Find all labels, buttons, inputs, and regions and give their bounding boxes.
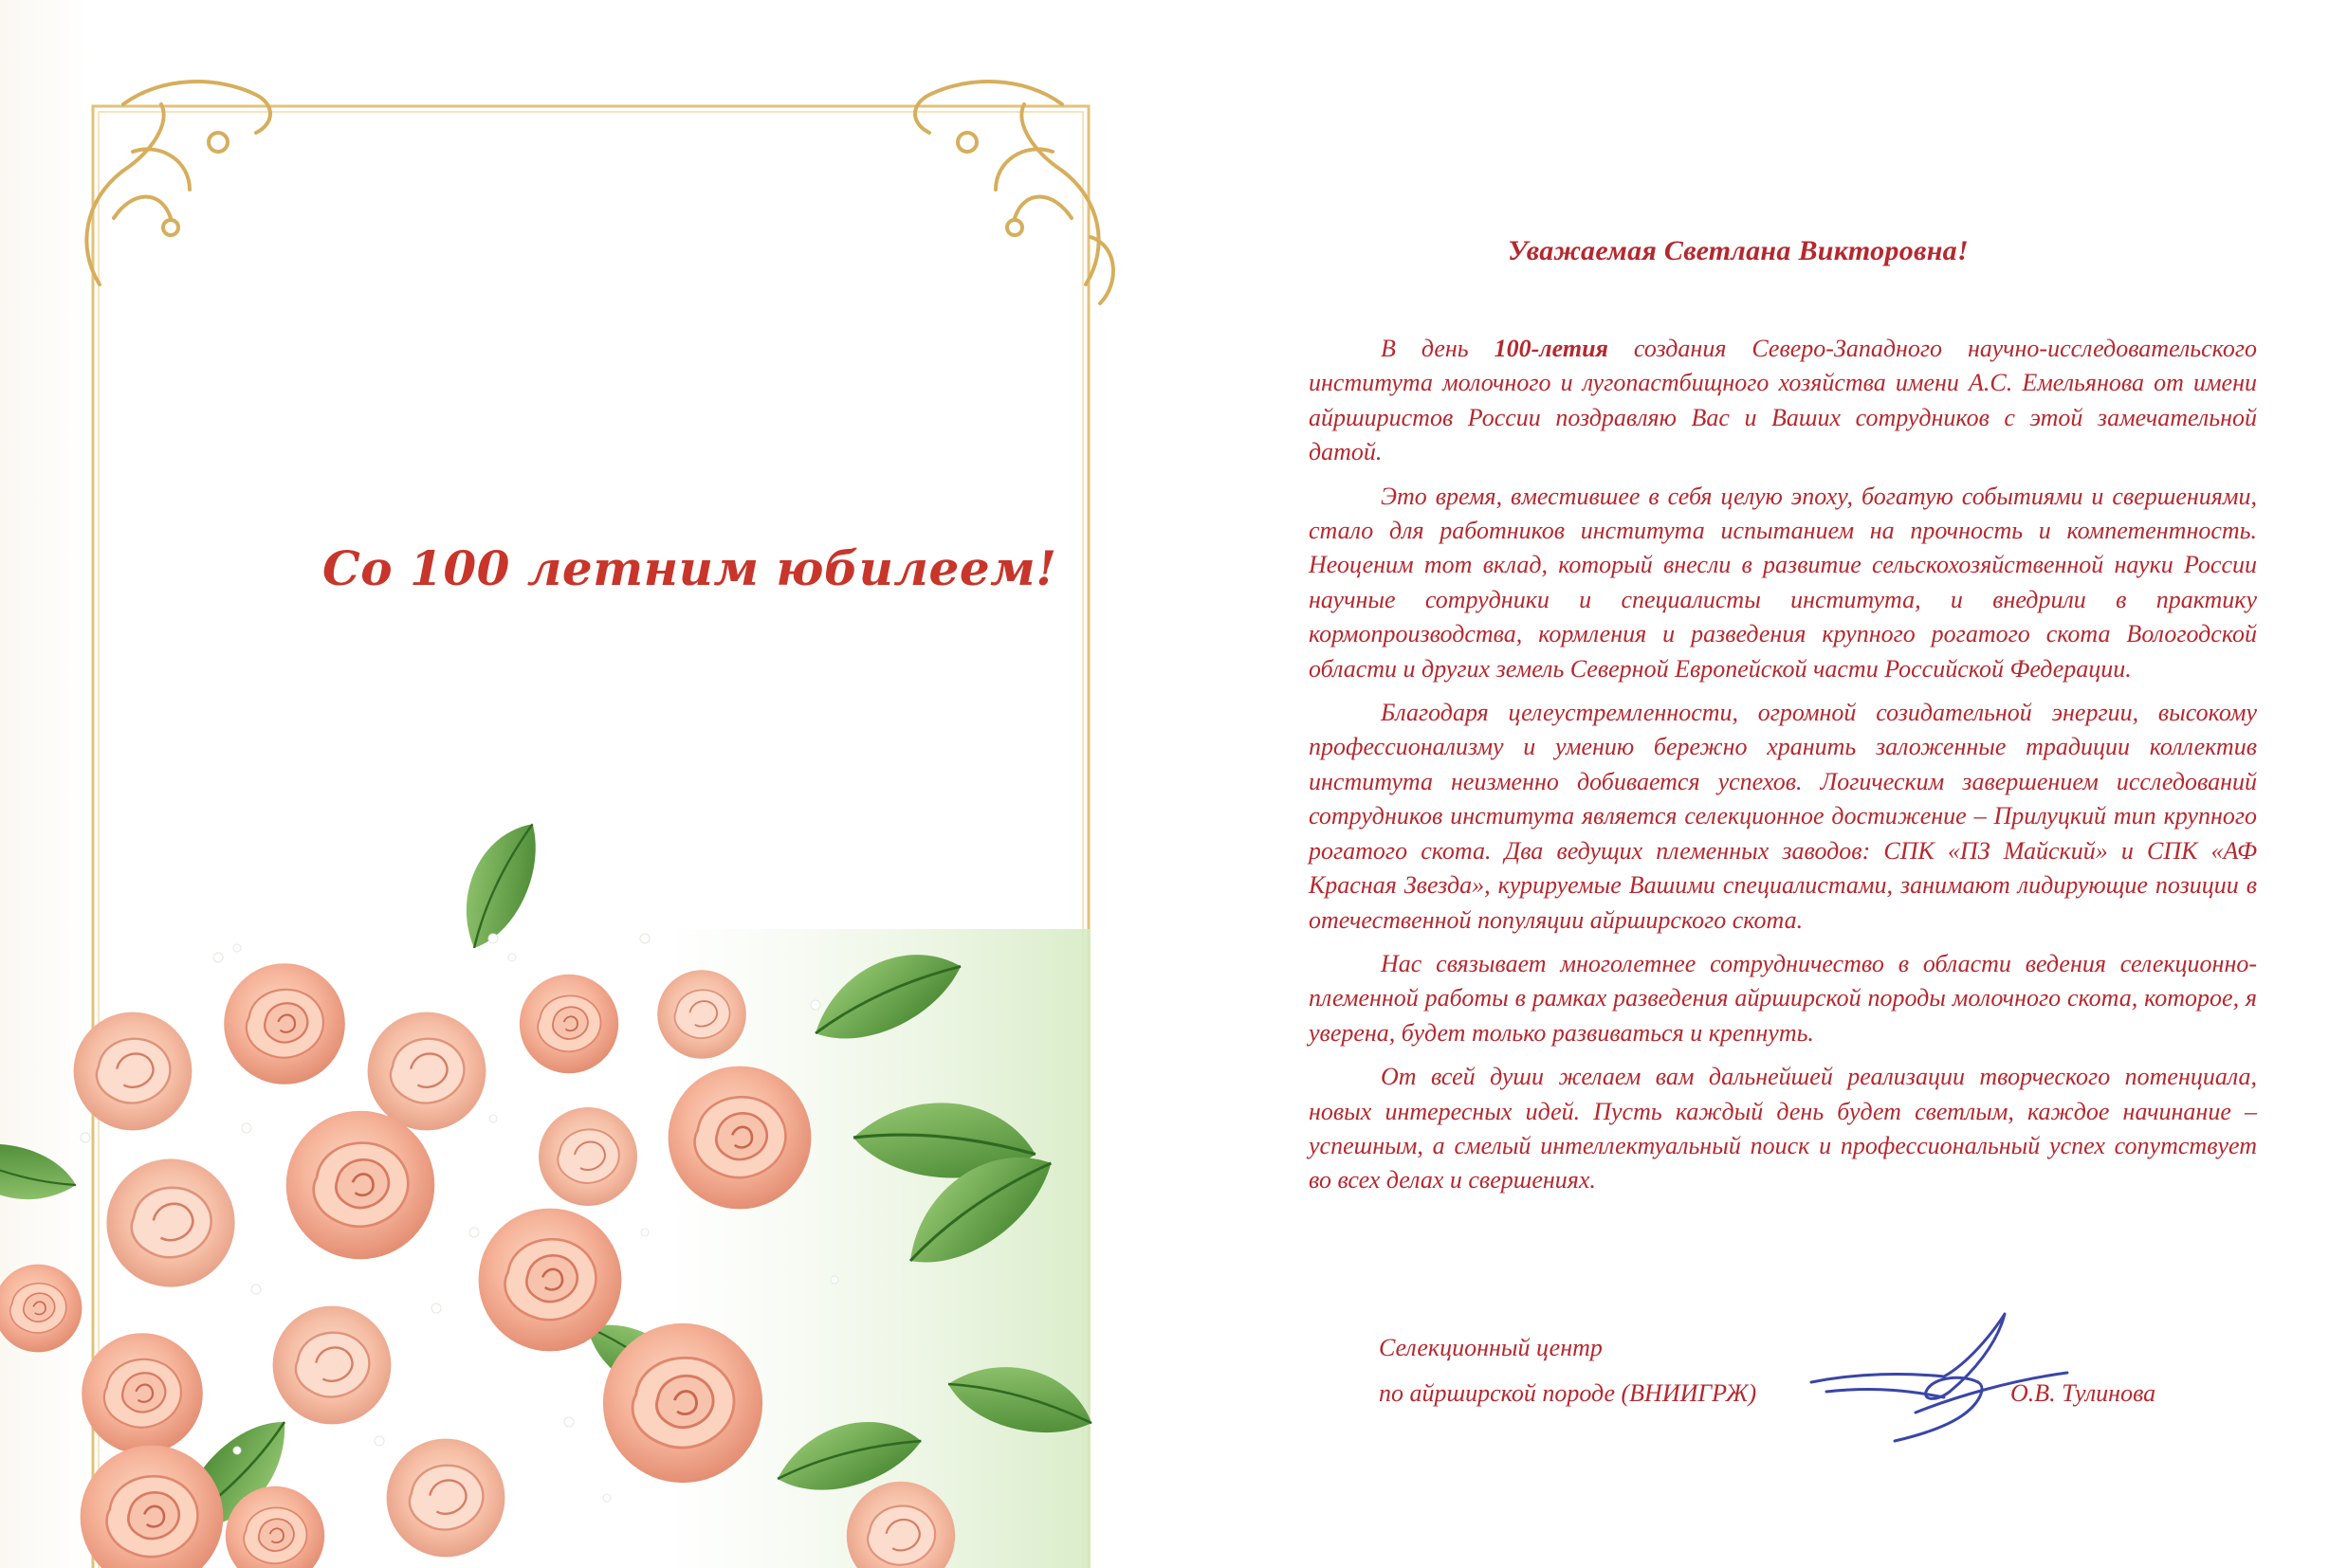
paragraph-1-rest: создания Северо-Западного научно-исследовательского института молочного и лугопастбищного хозяйства имени А.С. Емельянова от имени айрширистов России поздравляю Вас и Ваших сотрудников с этой замечательной датой.: [1309, 335, 2257, 466]
paragraph-5: От всей души желаем вам дальнейшей реализации творческого потенциала, новых интересных идей. Пусть каждый день будет светлым, каждое начинание – успешным, а смелый интеллектуальный поиск и профессиональный успех сопутствует во всех делах и свершениях.: [1309, 1063, 2257, 1194]
paragraph-3: Благодаря целеустремленности, огромной созидательной энергии, высокому профессионализму и умению бережно хранить заложенные традиции коллектив института неизменно добивается успехов. Логическим завершением исследований сотрудников института является селекционное достижение – Прилуцкий тип крупного рогатого скота. Два ведущих племенных заводов: СПК «ПЗ Майский» и СПК «АФ Красная Звезда», курируемые Вашими специалистами, занимают лидирующие позиции в отечественной популяции айрширского скота.: [1309, 699, 2257, 934]
paragraph-2: Это время, вместившее в себя целую эпоху, богатую событиями и свершениями, стало для работников института испытанием на прочность и компетентность. Неоценим тот вклад, который внесли в развитие сельскохозяйственной науки России научные сотрудники и специалисты института, и внедрили в практику кормопроизводства, кормления и разведения крупного рогатого скота Вологодской области и других земель Северной Европейской части Российской Федерации.: [1309, 482, 2257, 683]
paragraph-4: Нас связывает многолетнее сотрудничество в области ведения селекционно-племенной работы в рамках разведения айрширской породы молочного скота, которое, я уверена, будет только развиваться и крепнуть.: [1309, 949, 2257, 1047]
sender-line-1: Селекционный центр: [1379, 1334, 1603, 1361]
sender-block: [1379, 1325, 1756, 1416]
anniversary-highlight: 100-летия: [1494, 335, 1608, 362]
sender-line-2: по айрширской породе (ВНИИГРЖ): [1379, 1379, 1757, 1407]
signer-name: О.В. Тулинова: [2010, 1379, 2156, 1407]
salutation: Уважаемая Светлана Викторовна!: [1508, 235, 1969, 266]
paragraph-1: [1309, 332, 2257, 470]
greeting-card: [0, 0, 1147, 1568]
letter-page: [1147, 0, 2329, 1568]
card-greeting: Со 100 летним юбилеем!: [322, 540, 1057, 596]
letter-body: [1309, 332, 2257, 1208]
card-artwork: [0, 0, 1147, 1568]
paragraph-1-start: В день: [1381, 335, 1495, 362]
